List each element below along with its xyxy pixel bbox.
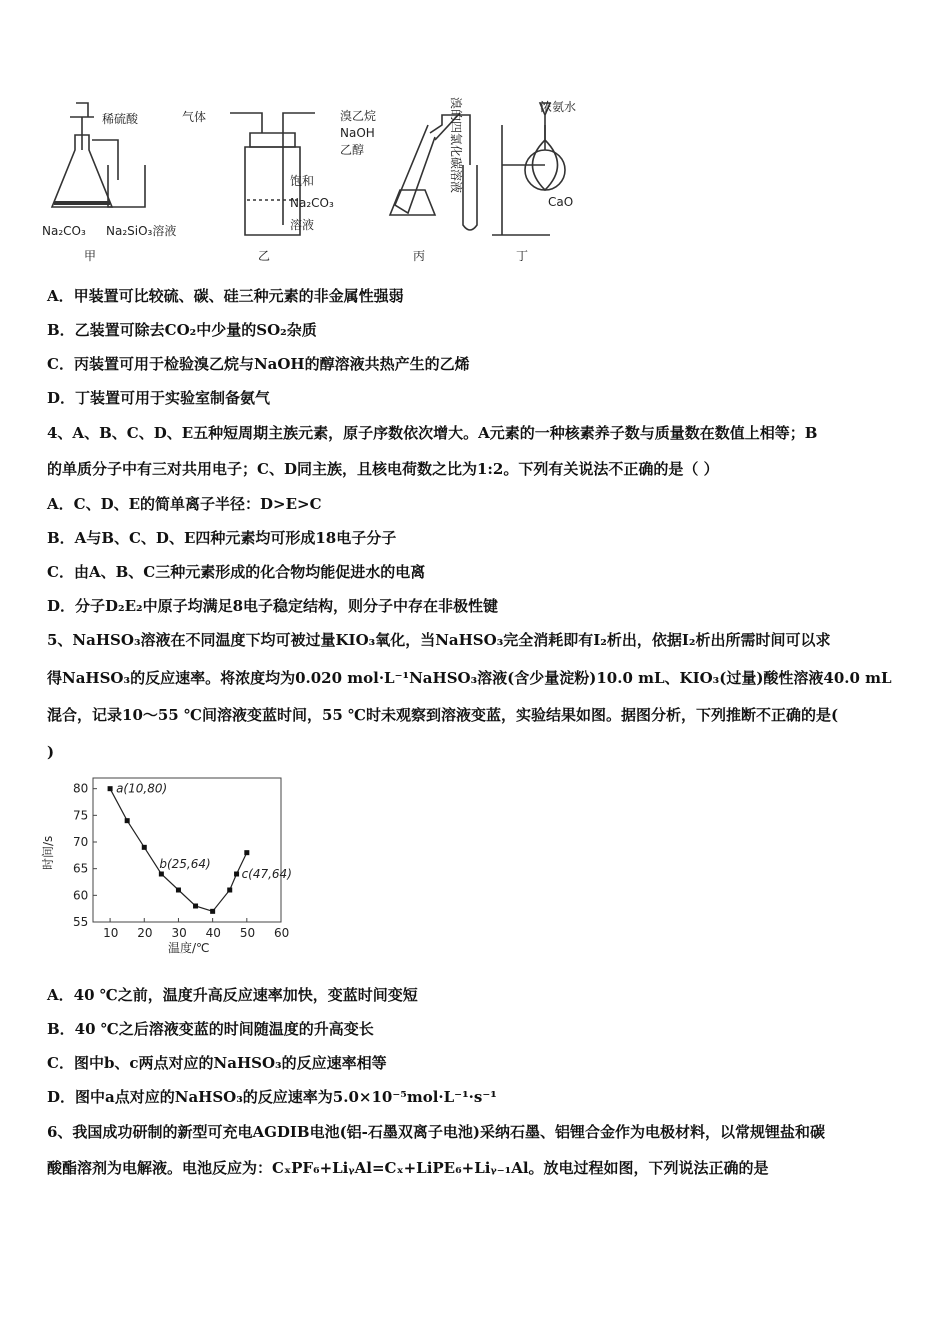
ding-reagent-label: 浓氨水 bbox=[540, 100, 577, 114]
chart-y-tick-label: 75 bbox=[73, 808, 89, 823]
chart-x-tick-label: 40 bbox=[205, 926, 221, 940]
chart-x-tick-label: 20 bbox=[137, 926, 153, 940]
chart-y-tick-label: 70 bbox=[73, 835, 89, 849]
chart-y-tick-label: 55 bbox=[73, 915, 89, 929]
q5-stem-line3: 混合，记录10～55 ℃间溶液变蓝时间，55 ℃时未观察到溶液变蓝，实验结果如图。据图分析，下列推断不正确的是( bbox=[47, 706, 839, 724]
jia-solution-label: Na₂SiO₃溶液 bbox=[106, 224, 177, 238]
q4-stem-line1: 4、A、B、C、D、E五种短周期主族元素，原子序数依次增大。A元素的一种核素养子数与质量数在数值上相等；B bbox=[47, 424, 818, 442]
q6-stem-line2: 酸酯溶剂为电解液。电池反应为：CₓPF₆+LiᵧAl=Cₓ+LiPE₆+Liᵧ₋₁Al。放电过程如图，下列说法正确的是 bbox=[47, 1159, 769, 1177]
ding-solid-label: CaO bbox=[548, 195, 574, 209]
chart-data-point bbox=[210, 909, 215, 914]
chart-x-tick-label: 60 bbox=[274, 926, 290, 940]
chart-data-point bbox=[193, 904, 198, 909]
q3-option-b: B．乙装置可除去CO₂中少量的SO₂杂质 bbox=[47, 321, 317, 339]
q5-stem-line1: 5、NaHSO₃溶液在不同温度下均可被过量KIO₃氧化，当NaHSO₃完全消耗即有I₂析出，依据I₂析出所需时间可以求 bbox=[47, 631, 831, 649]
chart-x-label: 温度/℃ bbox=[168, 941, 210, 955]
jia-name: 甲 bbox=[84, 249, 97, 263]
chart-series-line bbox=[110, 789, 247, 912]
q4-option-a: A．C、D、E的简单离子半径：D>E>C bbox=[47, 495, 322, 513]
q5-stem-line4: ) bbox=[47, 743, 55, 761]
chart-data-point bbox=[234, 872, 239, 877]
chart-y-tick-label: 80 bbox=[73, 781, 89, 796]
q3-option-c: C．丙装置可用于检验溴乙烷与NaOH的醇溶液共热产生的乙烯 bbox=[47, 355, 470, 373]
chart-x-tick-label: 50 bbox=[239, 926, 256, 940]
chart-y-tick-label: 60 bbox=[73, 888, 89, 903]
q5-option-b: B．40 ℃之后溶液变蓝的时间随温度的升高变长 bbox=[47, 1020, 374, 1038]
bing-name: 丙 bbox=[413, 249, 426, 263]
q5-option-a: A．40 ℃之前，温度升高反应速率加快，变蓝时间变短 bbox=[47, 986, 418, 1004]
bing-side-label: 溴的四氯化碳溶液 bbox=[449, 97, 463, 194]
q3-option-a: A．甲装置可比较硫、碳、硅三种元素的非金属性强弱 bbox=[47, 287, 404, 305]
bing-r2-label: NaOH bbox=[340, 126, 375, 140]
yi-gas-label: 气体 bbox=[182, 110, 207, 124]
chart-data-point bbox=[176, 888, 181, 893]
chart-y-label: 时间/s bbox=[41, 835, 55, 870]
chart-data-point bbox=[244, 850, 249, 855]
chart-annotation-label: a(10,80) bbox=[116, 781, 168, 796]
q5-option-d: D．图中a点对应的NaHSO₃的反应速率为5.0×10⁻⁵mol·L⁻¹·s⁻¹ bbox=[47, 1088, 497, 1106]
chart-data-point bbox=[227, 888, 232, 893]
bing-r1-label: 溴乙烷 bbox=[340, 109, 377, 123]
q6-stem-line1: 6、我国成功研制的新型可充电AGDIB电池(铝-石墨双离子电池)采纳石墨、铝锂合金作为电极材料，以常规锂盐和碳 bbox=[47, 1123, 826, 1141]
chart-annotation-label: b(25,64) bbox=[159, 857, 211, 871]
q4-option-d: D．分子D₂E₂中原子均满足8电子稳定结构，则分子中存在非极性键 bbox=[47, 597, 499, 615]
yi-sat-label: 饱和 bbox=[290, 174, 315, 188]
chart-x-tick-label: 30 bbox=[171, 926, 187, 940]
chart-data-point bbox=[108, 786, 113, 791]
jia-solid-label: Na₂CO₃ bbox=[42, 224, 86, 238]
q4-option-b: B．A与B、C、D、E四种元素均可形成18电子分子 bbox=[47, 529, 397, 547]
temperature-time-chart bbox=[40, 770, 300, 965]
bing-r3-label: 乙醇 bbox=[340, 143, 365, 157]
q3-option-d: D．丁装置可用于实验室制备氨气 bbox=[47, 389, 271, 407]
yi-name: 乙 bbox=[258, 249, 271, 263]
yi-sol-label: 溶液 bbox=[290, 218, 315, 232]
chart-y-tick-label: 65 bbox=[73, 861, 89, 876]
q5-stem-line2: 得NaHSO₃的反应速率。将浓度均为0.020 mol·L⁻¹NaHSO₃溶液(含少量淀粉)10.0 mL、KIO₃(过量)酸性溶液40.0 mL bbox=[47, 669, 892, 687]
jia-acid-label: 稀硫酸 bbox=[102, 112, 139, 126]
apparatus-figure bbox=[40, 95, 600, 270]
q5-option-c: C．图中b、c两点对应的NaHSO₃的反应速率相等 bbox=[47, 1054, 387, 1072]
chart-data-point bbox=[142, 845, 147, 850]
chart-data-point bbox=[125, 818, 130, 823]
chart-data-point bbox=[159, 872, 164, 877]
ding-name: 丁 bbox=[516, 249, 529, 263]
chart-plot-frame bbox=[93, 778, 281, 922]
chart-annotation-label: c(47,64) bbox=[241, 867, 292, 881]
q4-stem-line2: 的单质分子中有三对共用电子；C、D同主族，且核电荷数之比为1:2。下列有关说法不正确的是（ ） bbox=[47, 460, 719, 478]
chart-x-tick-label: 10 bbox=[103, 926, 119, 940]
yi-salt-label: Na₂CO₃ bbox=[290, 196, 334, 210]
q4-option-c: C．由A、B、C三种元素形成的化合物均能促进水的电离 bbox=[47, 563, 426, 581]
